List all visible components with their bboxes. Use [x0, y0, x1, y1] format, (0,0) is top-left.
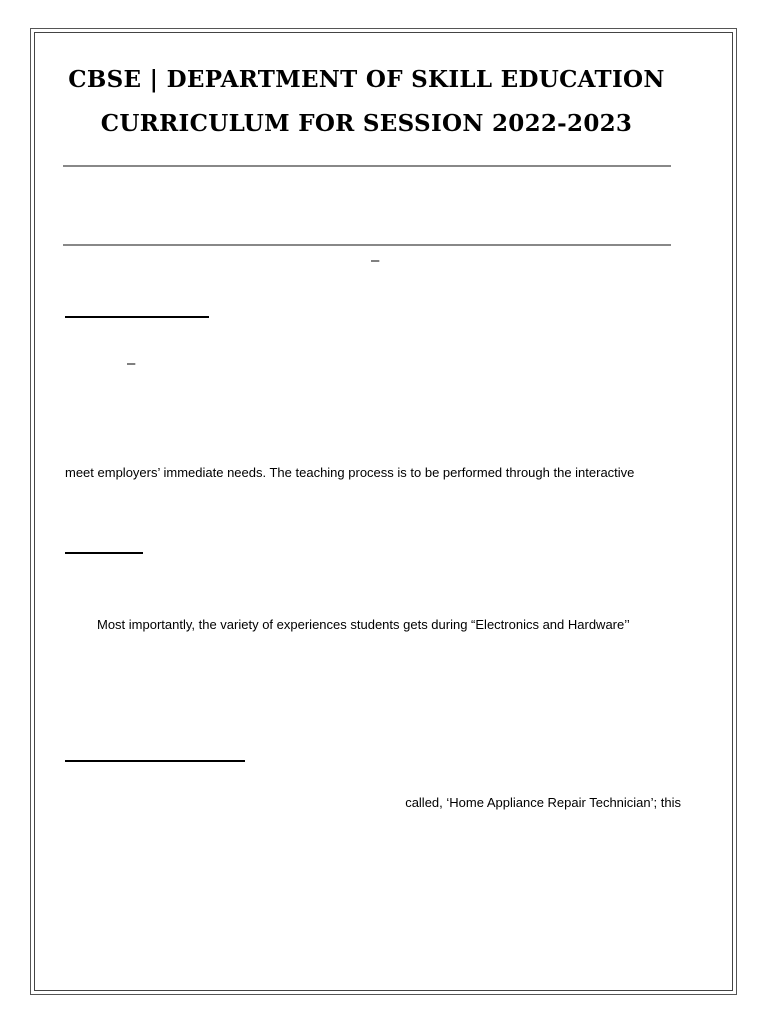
center-dash: – [371, 252, 380, 269]
body-text-line-1: meet employers’ immediate needs. The teaching process is to be performed through the interactive [65, 465, 635, 480]
horizontal-rule-bottom [63, 244, 671, 246]
section-heading-underline-2 [65, 552, 143, 554]
document-title: CBSE | DEPARTMENT OF SKILL EDUCATION [68, 66, 665, 93]
page-border-inner [34, 32, 733, 991]
section-heading-underline-3 [65, 760, 245, 762]
horizontal-rule-top [63, 165, 671, 167]
body-text-line-3: called, ‘Home Appliance Repair Technician’; this [405, 795, 681, 810]
section-heading-underline-1 [65, 316, 209, 318]
body-text-line-2: Most importantly, the variety of experiences students gets during “Electronics and Hardware’’ [97, 617, 630, 632]
left-dash: – [127, 355, 136, 372]
document-subtitle: CURRICULUM FOR SESSION 2022-2023 [100, 110, 633, 137]
